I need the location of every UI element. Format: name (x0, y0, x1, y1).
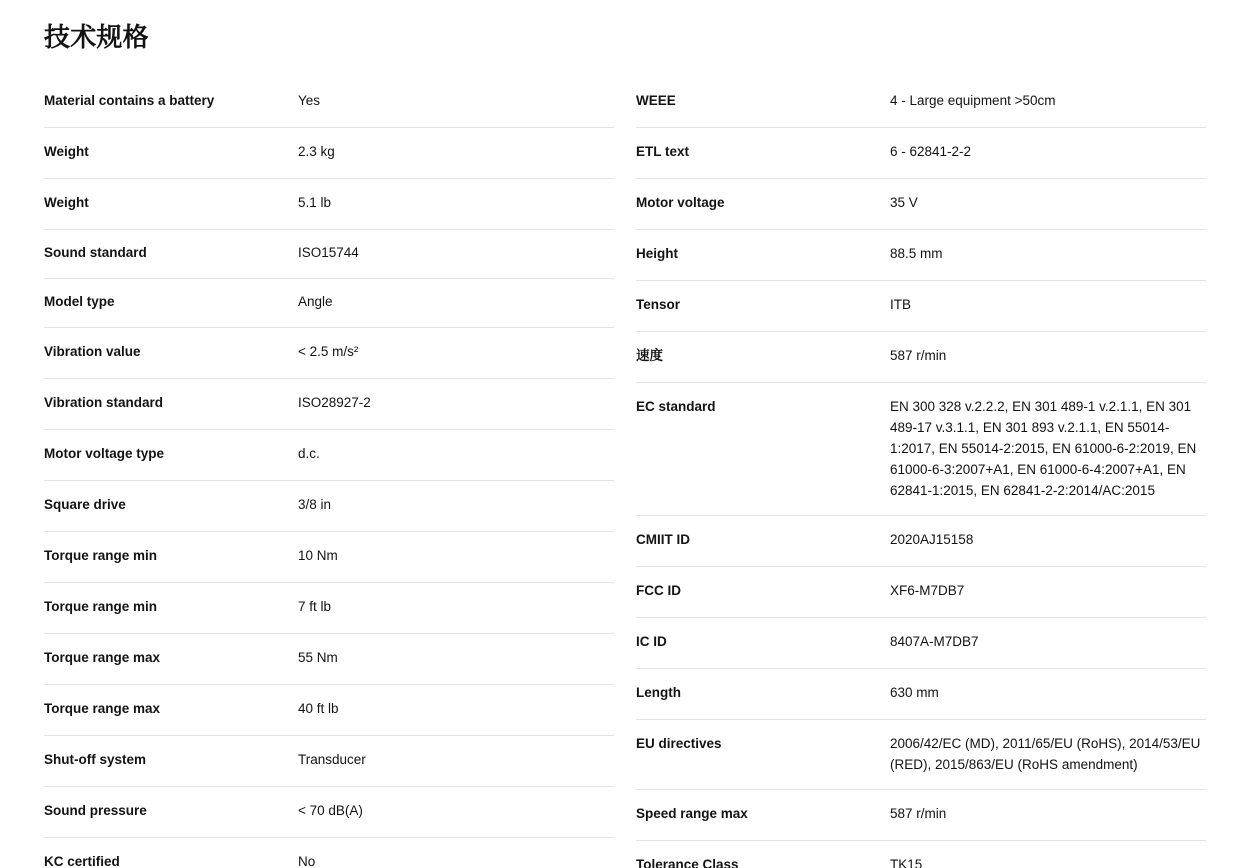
spec-label: ETL text (636, 144, 690, 160)
spec-label: Speed range max (636, 805, 748, 821)
spec-value: 7 ft lb (298, 599, 332, 615)
table-row (44, 736, 614, 787)
spec-label: IC ID (636, 633, 667, 649)
spec-value: No (298, 854, 316, 868)
spec-value: Yes (298, 93, 321, 109)
spec-label: CMIIT ID (636, 531, 690, 547)
spec-value: 35 V (890, 195, 918, 211)
spec-label: Height (636, 246, 678, 262)
table-row (44, 532, 614, 583)
table-row (636, 128, 1206, 179)
spec-label: FCC ID (636, 582, 681, 598)
spec-label: Weight (44, 195, 89, 211)
table-row (636, 618, 1206, 669)
spec-label: EU directives (636, 735, 722, 751)
table-row (636, 332, 1206, 383)
table-row (44, 634, 614, 685)
table-row (44, 328, 614, 379)
spec-label: Torque range max (44, 650, 161, 666)
table-row (636, 516, 1206, 567)
spec-value: 2006/42/EC (MD), 2011/65/EU (RoHS), 2014/53/EU (RED), 2015/863/EU (RoHS amendment) (890, 735, 1201, 772)
specifications-right-column (636, 77, 1206, 868)
spec-value: Angle (298, 294, 333, 310)
spec-label: WEEE (636, 93, 676, 109)
spec-value: < 2.5 m/s² (298, 344, 359, 360)
spec-label: EC standard (636, 399, 716, 415)
spec-label: Material contains a battery (44, 93, 215, 109)
spec-label: Length (636, 684, 681, 700)
spec-value: < 70 dB(A) (298, 803, 363, 819)
spec-label: Model type (44, 294, 115, 310)
table-row (636, 790, 1206, 841)
table-row (44, 279, 614, 328)
table-row (44, 230, 614, 279)
table-row (636, 567, 1206, 618)
spec-value: EN 300 328 v.2.2.2, EN 301 489-1 v.2.1.1, EN 301 489-17 v.3.1.1, EN 301 893 v.2.1.1, EN 55014-1:2017, EN 55014-2:2015, EN 61000-6-2:2019, EN 61000-6-3:2007+A1, EN 61000-6-4:2007+A1, EN 62841-1:2015, EN 62841-2-2:2014/AC:2015 (890, 399, 1197, 498)
table-row (44, 77, 614, 128)
spec-value: 10 Nm (298, 548, 338, 564)
table-row (44, 128, 614, 179)
table-row (636, 841, 1206, 868)
spec-value: ITB (890, 297, 912, 313)
spec-label: Vibration value (44, 344, 141, 360)
table-row (44, 179, 614, 230)
spec-value: TK15 (890, 856, 923, 868)
spec-label: Square drive (44, 497, 126, 513)
spec-value: 40 ft lb (298, 701, 339, 717)
technical-specification-page (0, 22, 1249, 868)
spec-label: Torque range max (44, 701, 161, 717)
specifications-columns (44, 77, 1205, 868)
table-row (636, 230, 1206, 281)
table-row (44, 838, 614, 868)
table-row (44, 685, 614, 736)
spec-value: 8407A-M7DB7 (890, 633, 979, 649)
page-title: 技术规格 (44, 22, 149, 52)
specifications-left-column (44, 77, 614, 868)
table-row (44, 379, 614, 430)
spec-label: 速度 (636, 348, 663, 364)
spec-value: 55 Nm (298, 650, 338, 666)
spec-label: Sound standard (44, 245, 147, 261)
spec-value: 587 r/min (890, 348, 947, 364)
spec-label: Torque range min (44, 548, 158, 564)
spec-value: 4 - Large equipment >50cm (890, 93, 1056, 109)
spec-value: 3/8 in (298, 497, 332, 513)
table-row (636, 179, 1206, 230)
table-row (636, 669, 1206, 720)
table-row (44, 583, 614, 634)
spec-label: Tensor (636, 297, 681, 313)
spec-value: 6 - 62841-2-2 (890, 144, 972, 160)
spec-value: 2.3 kg (298, 144, 335, 160)
spec-value: Transducer (298, 752, 366, 768)
table-row (44, 481, 614, 532)
spec-label: KC certified (44, 854, 120, 868)
spec-label: Motor voltage type (44, 446, 165, 462)
table-row (636, 281, 1206, 332)
spec-label: Shut-off system (44, 752, 147, 768)
spec-value: 2020AJ15158 (890, 531, 974, 547)
spec-label: Sound pressure (44, 803, 147, 819)
spec-value: ISO15744 (298, 245, 359, 261)
spec-label: Torque range min (44, 599, 158, 615)
spec-value: 5.1 lb (298, 195, 332, 211)
table-row (636, 77, 1206, 128)
spec-label: Motor voltage (636, 195, 725, 211)
table-row (636, 383, 1206, 516)
spec-value: 630 mm (890, 684, 939, 700)
spec-value: ISO28927-2 (298, 395, 371, 411)
spec-value: 587 r/min (890, 805, 947, 821)
spec-label: Tolerance Class (636, 856, 739, 868)
spec-value: d.c. (298, 446, 320, 462)
table-row (44, 787, 614, 838)
spec-value: XF6-M7DB7 (890, 582, 965, 598)
table-row (44, 430, 614, 481)
spec-label: Weight (44, 144, 89, 160)
table-row (636, 720, 1206, 790)
spec-value: 88.5 mm (890, 246, 943, 262)
spec-label: Vibration standard (44, 395, 164, 411)
